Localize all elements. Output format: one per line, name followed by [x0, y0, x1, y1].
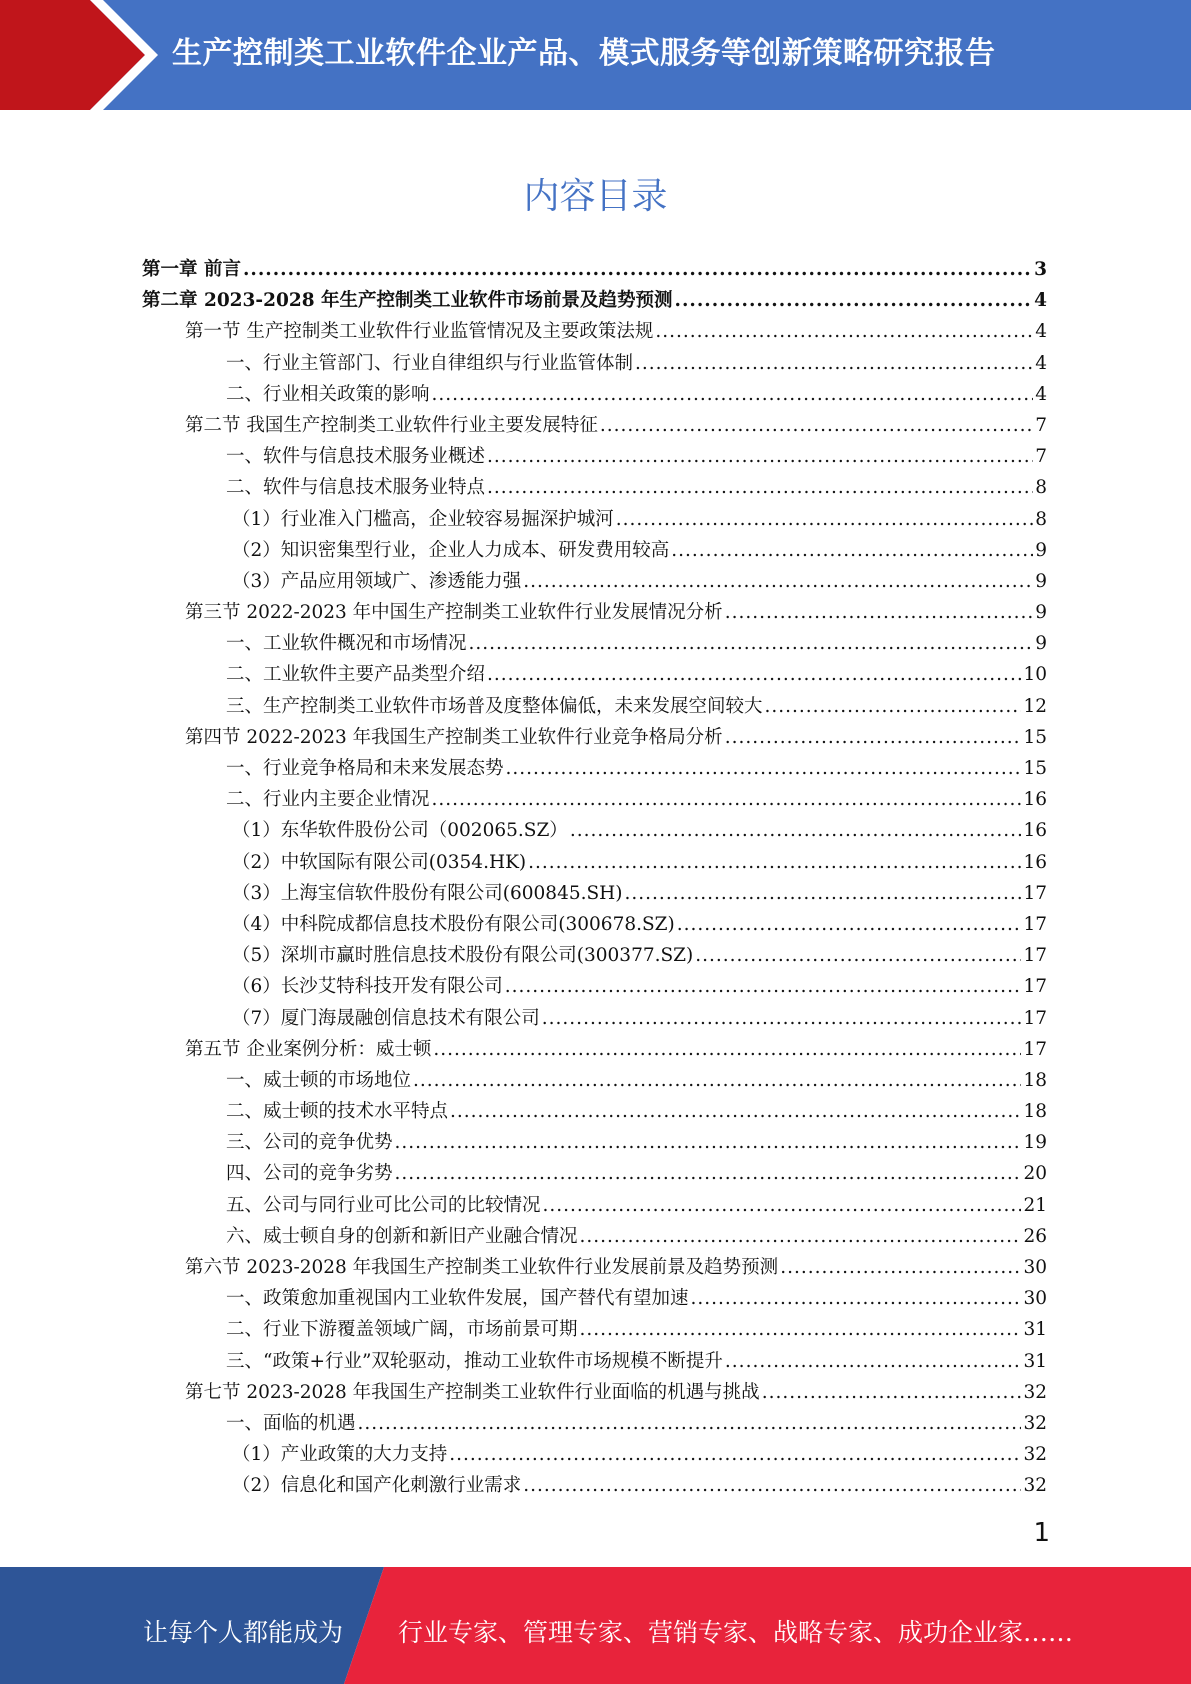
toc-entry-title: 二、威士顿的技术水平特点	[226, 1101, 449, 1123]
toc-entry-title: （3）上海宝信软件股份有限公司(600845.SH)	[232, 882, 623, 904]
toc-entry[interactable]	[142, 1096, 1047, 1127]
toc-entry-title: （7）厦门海晟融创信息技术有限公司	[232, 1007, 540, 1029]
toc-entry-title: 第六节 2023-2028 年我国生产控制类工业软件行业发展前景及趋势预测	[185, 1257, 779, 1278]
toc-entry-page: 17	[1023, 976, 1047, 998]
toc-entry-title: 二、软件与信息技术服务业特点	[226, 477, 486, 499]
toc-entry[interactable]	[142, 254, 1047, 285]
toc-entry-page: 4	[1035, 383, 1047, 405]
toc-dot-leader	[449, 1439, 1021, 1470]
toc-entry-title: 五、公司与同行业可比公司的比较情况	[226, 1194, 541, 1216]
toc-dot-leader	[395, 1127, 1022, 1158]
toc-entry-page: 30	[1023, 1257, 1047, 1278]
toc-dot-leader	[725, 1346, 1022, 1377]
toc-entry[interactable]	[142, 1034, 1047, 1065]
toc-entry[interactable]	[142, 1346, 1047, 1377]
toc-dot-leader	[395, 1158, 1022, 1189]
toc-dot-leader	[542, 1003, 1022, 1034]
toc-entry[interactable]	[142, 285, 1047, 316]
toc-entry-title: 第七节 2023-2028 年我国生产控制类工业软件行业面临的机遇与挑战	[185, 1381, 760, 1403]
toc-dot-leader	[671, 535, 1033, 566]
toc-entry-page: 17	[1023, 1007, 1047, 1029]
toc-entry-page: 17	[1023, 945, 1047, 967]
toc-entry-page: 9	[1035, 633, 1047, 655]
toc-entry-page: 15	[1023, 758, 1047, 779]
toc-dot-leader	[487, 441, 1033, 472]
toc-entry-title: 一、威士顿的市场地位	[226, 1069, 412, 1091]
toc-entry-page: 9	[1035, 602, 1047, 624]
toc-dot-leader	[725, 722, 1022, 753]
toc-heading: 内容目录	[523, 176, 668, 217]
toc-entry-title: 第五节 企业案例分析：威士顿	[185, 1038, 432, 1060]
toc-dot-leader	[695, 940, 1021, 971]
footer-slogan-left: 让每个人都能成为	[143, 1618, 344, 1647]
toc-entry[interactable]	[142, 753, 1047, 784]
toc-entry-title: 二、行业下游覆盖领域广阔，市场前景可期	[226, 1319, 578, 1341]
toc-entry-page: 7	[1035, 414, 1047, 436]
toc-dot-leader	[506, 753, 1022, 784]
toc-entry-title: （2）知识密集型行业，企业人力成本、研发费用较高	[232, 539, 670, 561]
toc-dot-leader	[765, 691, 1022, 722]
toc-entry[interactable]	[142, 1408, 1047, 1439]
toc-entry[interactable]	[142, 472, 1047, 503]
toc-entry[interactable]	[142, 1003, 1047, 1034]
toc-entry-page: 19	[1023, 1132, 1047, 1154]
toc-entry-page: 10	[1023, 664, 1047, 686]
toc-dot-leader	[432, 379, 1034, 410]
toc-entry-page: 16	[1023, 851, 1047, 873]
toc-entry-title: 一、行业主管部门、行业自律组织与行业监管体制	[226, 352, 634, 374]
toc-entry[interactable]	[142, 1190, 1047, 1221]
toc-entry-title: （1）行业准入门槛高，企业较容易掘深护城河	[232, 508, 614, 530]
toc-entry[interactable]	[142, 1158, 1047, 1189]
toc-dot-leader	[469, 628, 1034, 659]
toc-dot-leader	[725, 597, 1034, 628]
toc-entry[interactable]	[142, 659, 1047, 690]
toc-entry[interactable]	[142, 784, 1047, 815]
toc-entry-page: 4	[1034, 290, 1047, 312]
toc-entry-title: 一、工业软件概况和市场情况	[226, 633, 467, 655]
toc-entry[interactable]	[142, 628, 1047, 659]
toc-entry-page: 32	[1023, 1381, 1047, 1403]
toc-entry-title: （2）中软国际有限公司(0354.HK)	[232, 851, 527, 873]
toc-entry[interactable]	[142, 691, 1047, 722]
toc-entry-page: 4	[1035, 321, 1047, 343]
toc-entry-page: 16	[1023, 789, 1047, 811]
toc-entry-title: 一、软件与信息技术服务业概述	[226, 446, 486, 468]
toc-entry-page: 9	[1035, 539, 1047, 561]
toc-entry-page: 32	[1023, 1444, 1047, 1466]
toc-entry-title: （6）长沙艾特科技开发有限公司	[232, 976, 503, 998]
toc-entry-title: 二、行业相关政策的影响	[226, 383, 430, 405]
toc-entry[interactable]	[142, 566, 1047, 597]
toc-dot-leader	[505, 971, 1022, 1002]
toc-dot-leader	[413, 1065, 1021, 1096]
toc-entry-title: （5）深圳市赢时胜信息技术股份有限公司(300377.SZ)	[232, 945, 694, 967]
toc-dot-leader	[523, 566, 1033, 597]
toc-entry[interactable]	[142, 1314, 1047, 1345]
toc-entry-title: （2）信息化和国产化刺激行业需求	[232, 1475, 522, 1497]
toc-entry-title: 第三节 2022-2023 年中国生产控制类工业软件行业发展情况分析	[185, 602, 723, 624]
toc-entry[interactable]	[142, 410, 1047, 441]
toc-entry-title: （1）东华软件股份公司（002065.SZ）	[232, 820, 568, 842]
toc-entry-title: 二、工业软件主要产品类型介绍	[226, 664, 486, 686]
toc-entry-page: 7	[1035, 446, 1047, 468]
toc-entry[interactable]	[142, 316, 1047, 347]
toc-dot-leader	[675, 285, 1033, 316]
toc-entry[interactable]	[142, 847, 1047, 878]
toc-entry[interactable]	[142, 504, 1047, 535]
toc-entry-title: 一、政策愈加重视国内工业软件发展，国产替代有望加速	[226, 1288, 689, 1310]
toc-dot-leader	[433, 1034, 1021, 1065]
toc-dot-leader	[600, 410, 1033, 441]
toc-entry[interactable]	[142, 379, 1047, 410]
toc-entry[interactable]	[142, 348, 1047, 379]
toc-entry[interactable]	[142, 1252, 1047, 1283]
toc-entry-page: 18	[1023, 1069, 1047, 1091]
toc-dot-leader	[780, 1252, 1021, 1283]
toc-entry-title: 三、“政策+行业”双轮驱动，推动工业软件市场规模不断提升	[226, 1350, 723, 1372]
toc-entry[interactable]	[142, 1283, 1047, 1314]
toc-entry-title: 一、行业竞争格局和未来发展态势	[226, 758, 504, 779]
toc-entry-title: （3）产品应用领域广、渗透能力强	[232, 570, 522, 592]
toc-dot-leader	[528, 847, 1021, 878]
toc-entry-page: 21	[1023, 1194, 1047, 1216]
toc-entry[interactable]	[142, 1065, 1047, 1096]
toc-dot-leader	[625, 878, 1022, 909]
toc-entry-page: 17	[1023, 1038, 1047, 1060]
page-number: 1	[1033, 1518, 1050, 1548]
toc-dot-leader	[358, 1408, 1022, 1439]
toc-entry[interactable]	[142, 1470, 1047, 1501]
toc-dot-leader	[243, 254, 1032, 285]
toc-entry-title: （1）产业政策的大力支持	[232, 1444, 448, 1466]
toc-dot-leader	[762, 1377, 1022, 1408]
toc-entry-page: 17	[1023, 913, 1047, 935]
toc-entry-title: 第二节 我国生产控制类工业软件行业主要发展特征	[185, 414, 598, 436]
toc-entry-page: 16	[1023, 820, 1047, 842]
toc-entry-title: 第四节 2022-2023 年我国生产控制类工业软件行业竞争格局分析	[185, 726, 723, 748]
toc-entry-page: 15	[1023, 726, 1047, 748]
toc-dot-leader	[570, 815, 1022, 846]
toc-dot-leader	[616, 504, 1033, 535]
toc-entry[interactable]	[142, 535, 1047, 566]
toc-entry-page: 30	[1023, 1288, 1047, 1310]
toc-entry[interactable]	[142, 441, 1047, 472]
toc-entry-title: （4）中科院成都信息技术股份有限公司(300678.SZ)	[232, 913, 675, 935]
table-of-contents	[142, 254, 1047, 1502]
header-red-arrow	[0, 0, 145, 110]
toc-entry-title: 第一节 生产控制类工业软件行业监管情况及主要政策法规	[185, 321, 654, 343]
toc-dot-leader	[432, 784, 1022, 815]
footer-slogan-right: 行业专家、管理专家、营销专家、战略专家、成功企业家……	[398, 1618, 1074, 1647]
toc-entry[interactable]	[142, 1221, 1047, 1252]
toc-entry[interactable]	[142, 940, 1047, 971]
toc-dot-leader	[635, 348, 1033, 379]
toc-entry-title: 三、生产控制类工业软件市场普及度整体偏低，未来发展空间较大	[226, 695, 763, 717]
toc-entry-title: 一、面临的机遇	[226, 1412, 356, 1434]
toc-entry[interactable]	[142, 971, 1047, 1002]
toc-entry-title: 第二章 2023-2028 年生产控制类工业软件市场前景及趋势预测	[142, 290, 673, 312]
toc-dot-leader	[580, 1221, 1022, 1252]
toc-entry-page: 8	[1035, 477, 1047, 499]
toc-dot-leader	[691, 1283, 1022, 1314]
toc-entry[interactable]	[142, 909, 1047, 940]
toc-entry-page: 20	[1023, 1163, 1047, 1185]
toc-entry-page: 12	[1023, 695, 1047, 717]
toc-entry-page: 26	[1023, 1225, 1047, 1247]
toc-entry[interactable]	[142, 878, 1047, 909]
toc-entry-page: 32	[1023, 1412, 1047, 1434]
toc-entry-title: 二、行业内主要企业情况	[226, 789, 430, 811]
toc-entry-page: 8	[1035, 508, 1047, 530]
toc-dot-leader	[450, 1096, 1021, 1127]
toc-dot-leader	[487, 472, 1033, 503]
toc-dot-leader	[580, 1314, 1022, 1345]
header-band	[0, 0, 1191, 110]
toc-dot-leader	[523, 1470, 1021, 1501]
toc-entry-page: 31	[1023, 1350, 1047, 1372]
toc-entry-page: 9	[1035, 570, 1047, 592]
toc-entry[interactable]	[142, 597, 1047, 628]
toc-entry-page: 31	[1023, 1319, 1047, 1341]
report-title: 生产控制类工业软件企业产品、模式服务等创新策略研究报告	[172, 36, 996, 71]
toc-entry-page: 32	[1023, 1475, 1047, 1497]
toc-entry-page: 3	[1034, 259, 1047, 280]
toc-entry-page: 17	[1023, 882, 1047, 904]
toc-entry[interactable]	[142, 1377, 1047, 1408]
toc-entry-title: 四、公司的竞争劣势	[226, 1163, 393, 1185]
toc-dot-leader	[655, 316, 1033, 347]
toc-entry-title: 六、威士顿自身的创新和新旧产业融合情况	[226, 1225, 578, 1247]
toc-dot-leader	[543, 1190, 1022, 1221]
toc-dot-leader	[677, 909, 1022, 940]
toc-entry-page: 18	[1023, 1101, 1047, 1123]
toc-entry-title: 第一章 前言	[142, 259, 241, 280]
toc-entry-title: 三、公司的竞争优势	[226, 1132, 393, 1154]
toc-entry-page: 4	[1035, 352, 1047, 374]
toc-entry[interactable]	[142, 722, 1047, 753]
toc-entry[interactable]	[142, 815, 1047, 846]
toc-dot-leader	[487, 659, 1021, 690]
toc-entry[interactable]	[142, 1127, 1047, 1158]
toc-entry[interactable]	[142, 1439, 1047, 1470]
